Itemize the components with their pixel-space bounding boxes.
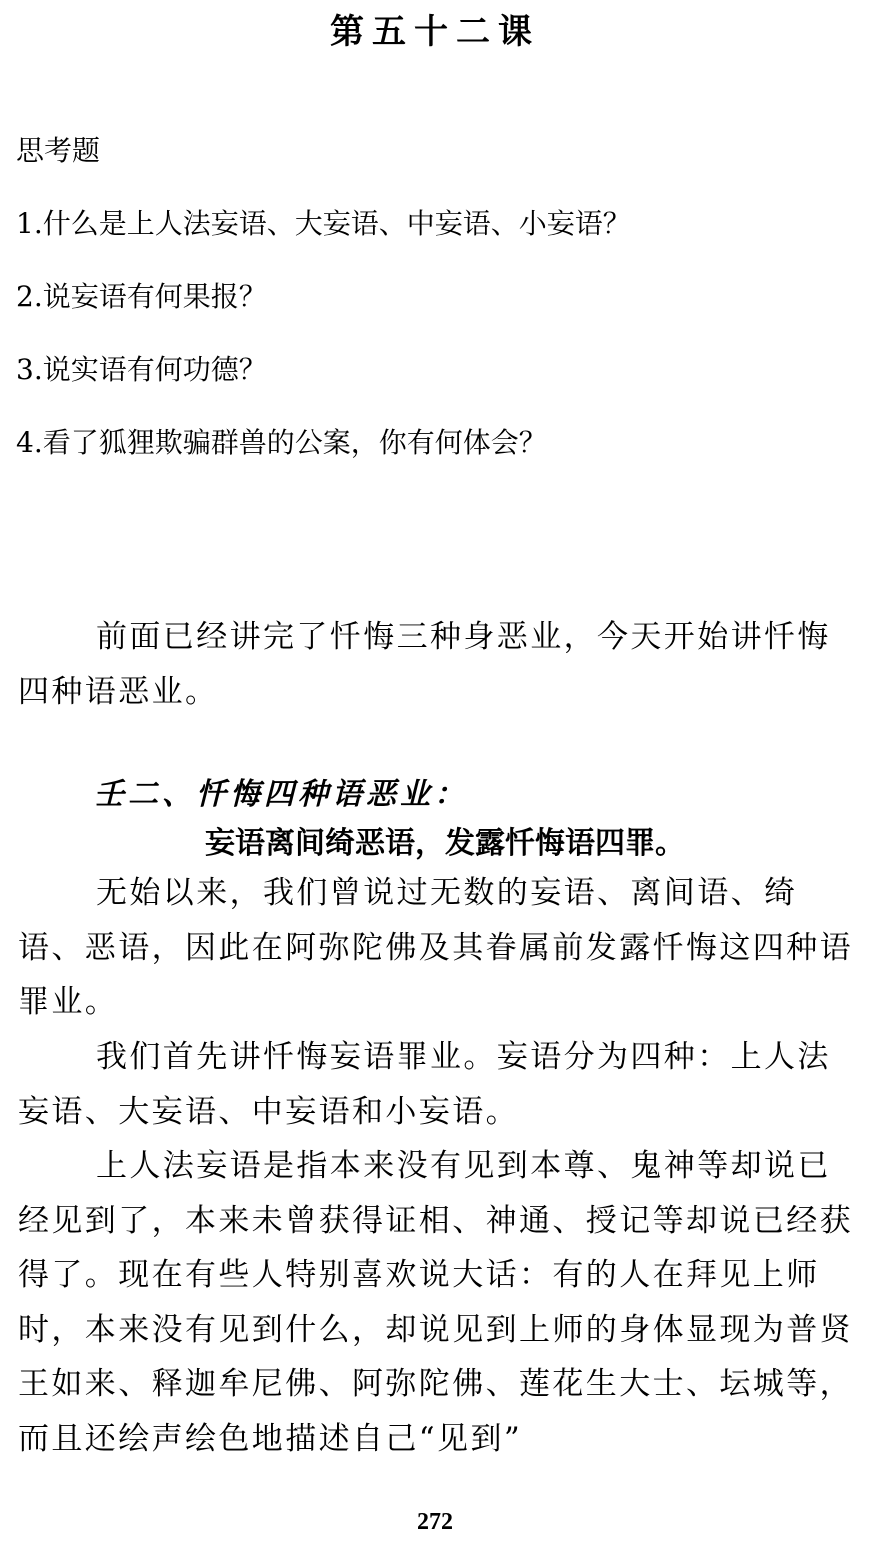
page-number: 272 [417,1509,453,1535]
verse-line: 妄语离间绮恶语，发露忏悔语四罪。 [205,826,685,861]
question-item: 4.看了狐狸欺骗群兽的公案，你有何体会？ [16,426,547,459]
question-item: 1.什么是上人法妄语、大妄语、中妄语、小妄语？ [16,207,631,240]
lesson-title: 第五十二课 [330,12,540,52]
question-item: 2.说妄语有何果报？ [16,280,267,313]
body-paragraph: 无始以来，我们曾说过无数的妄语、离间语、绮语、恶语，因此在阿弥陀佛及其眷属前发露忏悔这四种语罪业。 [18,875,853,1020]
question-item: 3.说实语有何功德？ [16,353,267,386]
body-paragraph: 上人法妄语是指本来没有见到本尊、鬼神等却说已经见到了，本来未曾获得证相、神通、授记等却说已经获得了。现在有些人特别喜欢说大话：有的人在拜见上师时，本来没有见到什么，却说见到上师的身体显现为普贤王如来、释迦牟尼佛、阿弥陀佛、莲花生大士、坛城等，而且还绘声绘色地描述自己“见到” [18,1148,853,1457]
intro-paragraph: 前面已经讲完了忏悔三种身恶业，今天开始讲忏悔四种语恶业。 [18,619,831,710]
body-paragraph: 我们首先讲忏悔妄语罪业。妄语分为四种：上人法妄语、大妄语、中妄语和小妄语。 [18,1039,831,1130]
questions-heading: 思考题 [16,134,101,167]
section-heading: 壬二、忏悔四种语恶业： [94,777,468,812]
reflection-questions [16,130,856,495]
